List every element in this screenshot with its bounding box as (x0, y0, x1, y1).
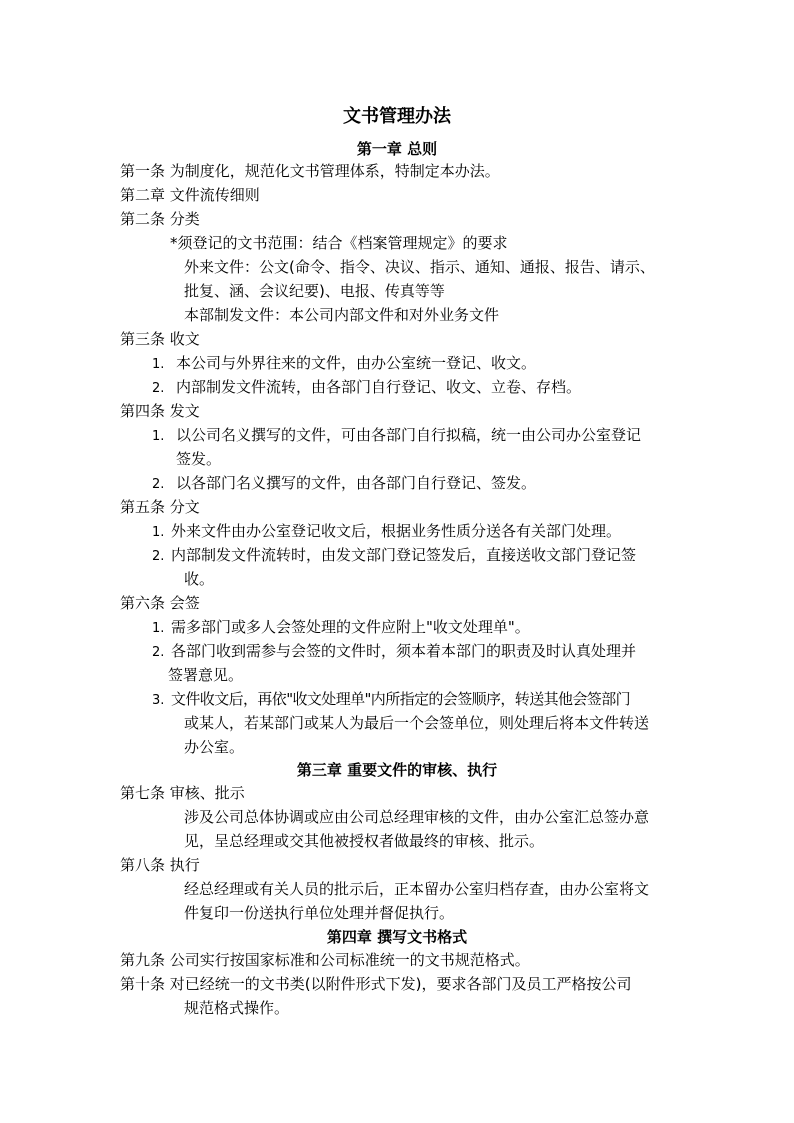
article-2-line-3: 批复、涵、会议纪要)、电报、传真等等 (184, 282, 445, 300)
list-item-text: 文件收文后，再依"收文处理单"内所指定的会签顺序，转送其他会签部门 (171, 690, 631, 708)
list-item-continuation: 或某人，若某部门或某人为最后一个会签单位，则处理后将本文件转送 (184, 714, 650, 732)
list-item-text: 需多部门或多人会签处理的文件应附上"收文处理单"。 (171, 618, 530, 636)
list-number: 1. (152, 429, 165, 444)
list-item (152, 423, 641, 449)
list-number: 2. (152, 477, 165, 492)
article-4-heading: 第四条 发文 (120, 402, 200, 420)
list-item-text: 内部制发文件流转时，由发文部门登记签发后，直接送收文部门登记签 (171, 546, 637, 564)
article-2-heading: 第二条 分类 (120, 210, 200, 228)
chapter-4-heading: 第四章 撰写文书格式 (326, 928, 468, 946)
list-item (152, 543, 636, 569)
article-8-para-line-2: 件复印一份送执行单位处理并督促执行。 (184, 904, 455, 922)
list-item-text: 外来文件由办公室登记收文后，根据业务性质分送各有关部门处理。 (171, 522, 622, 540)
article-9: 第九条 公司实行按国家标准和公司标准统一的文书规范格式。 (120, 951, 530, 969)
list-number: 2. (152, 381, 165, 396)
list-item-continuation: 签发。 (176, 450, 222, 468)
list-number: 2. (152, 645, 165, 660)
list-item-text: 以各部门名义撰写的文件，由各部门自行登记、签发。 (176, 474, 537, 492)
list-item-text: 本公司与外界往来的文件，由办公室统一登记、收文。 (176, 354, 537, 372)
article-7-heading: 第七条 审核、批示 (120, 784, 245, 802)
list-item (152, 639, 636, 665)
article-6-heading: 第六条 会签 (120, 594, 200, 612)
list-number: 2. (152, 549, 165, 564)
chapter-2-heading: 第二章 文件流传细则 (120, 186, 260, 204)
list-item (152, 519, 621, 545)
list-item-continuation: 签署意见。 (168, 666, 244, 684)
list-item (152, 615, 530, 641)
article-3-heading: 第三条 收文 (120, 330, 200, 348)
list-number: 1. (152, 357, 165, 372)
list-item (152, 351, 536, 377)
article-5-heading: 第五条 分文 (120, 498, 200, 516)
list-item-text: 各部门收到需参与会签的文件时，须本着本部门的职责及时认真处理并 (171, 642, 637, 660)
list-number: 3. (152, 693, 165, 708)
article-8-para-line-1: 经总经理或有关人员的批示后，正本留办公室归档存查，由办公室将文 (184, 880, 650, 898)
list-item-continuation: 办公室。 (184, 738, 245, 756)
article-10-line-2: 规范格式操作。 (184, 999, 290, 1017)
article-2-line-1: *须登记的文书范围：结合《档案管理规定》的要求 (170, 234, 508, 252)
list-number: 1. (152, 525, 165, 540)
article-7-para-line-2: 见，呈总经理或交其他被授权者做最终的审核、批示。 (184, 832, 545, 850)
list-item (152, 471, 536, 497)
article-7-para-line-1: 涉及公司总体协调或应由公司总经理审核的文件，由办公室汇总签办意 (184, 808, 650, 826)
article-8-heading: 第八条 执行 (120, 856, 200, 874)
chapter-1-heading: 第一章 总则 (356, 140, 438, 158)
list-number: 1. (152, 621, 165, 636)
list-item-continuation: 收。 (184, 570, 215, 588)
list-item (152, 375, 581, 401)
list-item-text: 以公司名义撰写的文件，可由各部门自行拟稿，统一由公司办公室登记 (176, 426, 642, 444)
document-title: 文书管理办法 (343, 106, 451, 127)
list-item-text: 内部制发文件流转，由各部门自行登记、收文、立卷、存档。 (176, 378, 582, 396)
article-10-line-1: 第十条 对已经统一的文书类(以附件形式下发)，要求各部门及员工严格按公司 (120, 975, 632, 993)
article-1: 第一条 为制度化，规范化文书管理体系，特制定本办法。 (120, 162, 500, 180)
article-2-line-4: 本部制发文件：本公司内部文件和对外业务文件 (184, 306, 500, 324)
article-2-line-2: 外来文件：公文(命令、指令、决议、指示、通知、通报、报告、请示、 (184, 258, 655, 276)
list-item (152, 687, 630, 713)
chapter-3-heading: 第三章 重要文件的审核、执行 (296, 761, 498, 779)
